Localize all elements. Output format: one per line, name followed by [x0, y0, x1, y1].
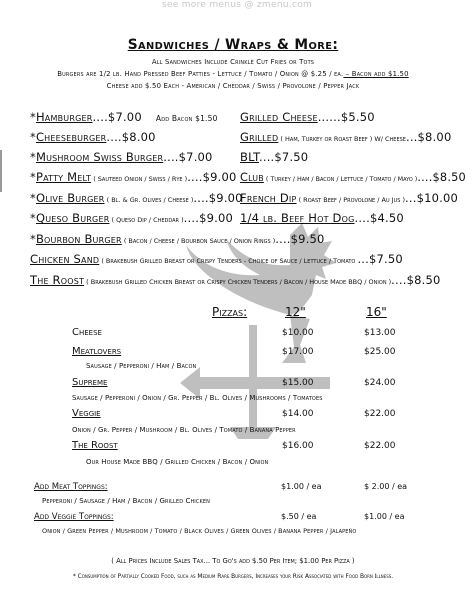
tax-note: ( All Prices Include Sales Tax... To Go's add $.50 Per Item; $1.00 Per Pizza ): [111, 557, 355, 565]
menu-subtitle: All Sandwiches Include Crinkle Cut Fries or Tots: [151, 58, 315, 66]
pizza-supreme-desc: Sausage / Pepperoni / Onion / Gr. Pepper / Bl. Olives / Mushrooms / Tomatoes: [72, 394, 323, 402]
pizza-cheese-price-12: $10.00: [282, 328, 314, 338]
menu-item-hamburger: *Hamburger....$7.00 Add Bacon $1.50: [30, 110, 218, 124]
cheese-note: Cheese add $.50 Each - American / Cheddar / Swiss / Provolone / Pepper Jack: [106, 82, 360, 90]
pizza-cheese-price-16: $13.00: [364, 328, 396, 338]
consumption-warning: * Consumption of Partially Cooked Food, such as Medium Rare Burgers, Increases your Risk Associated with Food Born Illness.: [72, 573, 394, 580]
meat-toppings-price-16: $ 2.00 / ea: [364, 482, 408, 491]
pizza-the-roost-price-12: $16.00: [282, 441, 314, 451]
pizza-veggie-name: Veggie: [72, 408, 101, 419]
pizza-meatlovers-name: Meatlovers: [72, 346, 122, 357]
menu-item-blt: BLT....$7.50: [240, 150, 309, 164]
pizza-meatlovers-desc: Sausage / Pepperoni / Ham / Bacon: [86, 362, 197, 370]
burger-note: Burgers are 1/2 lb. Hand Pressed Beef Patties - Lettuce / Tomato / Onion @ $.25 / ea. – Bacon add $1.50: [57, 70, 409, 78]
menu-item-grilled-meat: Grilled ( Ham, Turkey or Roast Beef ) W/ Cheese...$8.00: [240, 130, 452, 144]
pizza-meatlovers-price-16: $25.00: [364, 347, 396, 357]
pizza-the-roost-desc: Our House Made BBQ / Grilled Chicken / Bacon / Onion: [86, 458, 269, 466]
scroll-edge: [0, 150, 2, 192]
menu-title: Sandwiches / Wraps & More:: [127, 37, 339, 53]
meat-toppings-desc: Pepperoni / Sausage / Ham / Bacon / Grilled Chicken: [42, 497, 210, 505]
pizza-supreme-price-12: $15.00: [282, 378, 314, 388]
pizza-supreme-price-16: $24.00: [364, 378, 396, 388]
menu-item-grilled-cheese: Grilled Cheese......$5.50: [240, 110, 375, 124]
veggie-toppings-desc: Onion / Green Pepper / Mushroom / Tomato / Black Olives / Green Olives / Banana Pepper / Jalapeño: [42, 527, 357, 535]
rooster-weathervane-logo: [140, 215, 370, 440]
pizza-the-roost-price-16: $22.00: [364, 441, 396, 451]
meat-toppings-price-12: $1.00 / ea: [281, 482, 322, 491]
pizza-supreme-name: Supreme: [72, 377, 108, 388]
menu-item-chicken-sand: Chicken Sand ( Brakebush Grilled Breast or Crispy Tenders - Choice of Sauce / Lettuce / Tomato ...$7.50: [30, 252, 403, 266]
pizza-size-12: 12": [285, 305, 306, 319]
pizza-meatlovers-price-12: $17.00: [282, 347, 314, 357]
menu-item-bourbon-burger: *Bourbon Burger ( Bacon / Cheese / Bourbon Sauce / Onion Rings )....$9.50: [30, 232, 325, 246]
menu-item-club: Club ( Turkey / Ham / Bacon / Lettuce / Tomato / Mayo )....$8.50: [240, 170, 466, 184]
veggie-toppings-price-16: $1.00 / ea: [364, 512, 405, 521]
menu-item-patty-melt: *Patty Melt ( Sauteed Onion / Swiss / Rye )....$9.00: [30, 170, 237, 184]
bacon-upcharge: – Bacon add $1.50: [343, 70, 409, 78]
pizza-veggie-price-16: $22.00: [364, 409, 396, 419]
menu-item-cheeseburger: *Cheeseburger....$8.00: [30, 130, 156, 144]
pizza-header: Pizzas:: [212, 305, 248, 319]
menu-item-the-roost: The Roost ( Brakebush Grilled Chicken Breast or Crispy Chicken Tenders / Bacon / House Made BBQ / Onion )....$8.50: [30, 273, 441, 287]
pizza-the-roost-name: The Roost: [72, 440, 118, 451]
menu-item-queso-burger: *Queso Burger ( Queso Dip / Cheddar )....$9.00: [30, 211, 233, 225]
pizza-veggie-desc: Onion / Gr. Pepper / Mushroom / Bl. Olives / Tomato / Banana Pepper: [72, 426, 296, 434]
menu-item-mushroom-swiss-burger: *Mushroom Swiss Burger....$7.00: [30, 150, 213, 164]
pizza-cheese-name: Cheese: [72, 327, 102, 338]
meat-toppings-label: Add Meat Toppings:: [34, 482, 108, 492]
veggie-toppings-price-12: $.50 / ea: [281, 512, 317, 521]
menu-item-olive-burger: *Olive Burger ( Bl. & Gr. Olives / Cheese )....$9.00: [30, 191, 243, 205]
menu-item-beef-hot-dog: 1/4 lb. Beef Hot Dog....$4.50: [240, 211, 404, 225]
veggie-toppings-label: Add Veggie Toppings:: [34, 512, 114, 522]
pizza-veggie-price-12: $14.00: [282, 409, 314, 419]
pizza-size-16: 16": [366, 305, 387, 319]
watermark: see more menus @ zmenu.com: [161, 0, 313, 10]
menu-item-french-dip: French Dip ( Roast Beef / Provolone / Au Jus )...$10.00: [240, 191, 459, 205]
